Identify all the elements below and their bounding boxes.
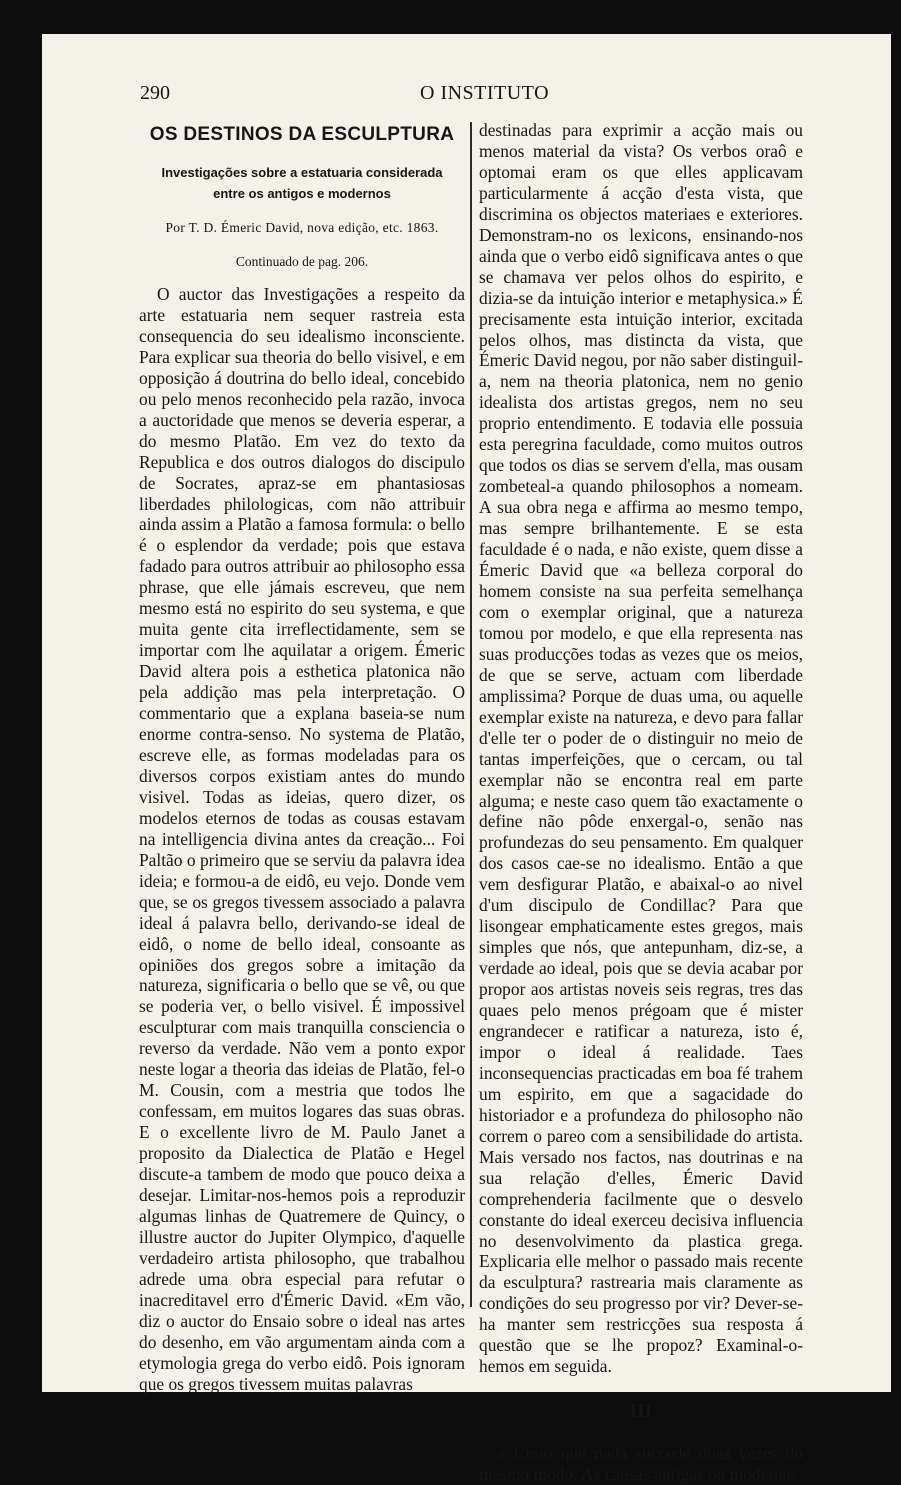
column-divider [470, 122, 472, 1307]
article-byline: Por T. D. Émeric David, nova edição, etc. 1863. [165, 220, 439, 235]
article-subtitle [139, 162, 465, 204]
running-header [42, 82, 891, 112]
journal-title: O INSTITUTO [420, 82, 550, 104]
section-number: III [629, 1401, 653, 1423]
left-column-paragraph: O auctor das Investigações a respeito da arte estatuaria nem sequer rastreia esta consequencia do seu idealismo inconsciente. Para explicar sua theoria do bello visivel, e em opposição á doutrina do bello ideal, concebido ou pelo menos reconhecido pela razão, invoca a auctoridade que menos se deveria esperar, a do mesmo Platão. Em vez do texto da Republica e dos outros dialogos do discipulo de Socrates, apraz-se em phantasiosas liberdades philologicas, com não attribuir ainda assim a Platão a famosa formula: o bello é o esplendor da verdade; pois que estava fadado para outros attribuir ao philosopho essa phrase, que elle jámais escreveu, que nem mesmo está no espirito do seu systema, e que muita gente cita irreflectidamente, sem se importar com lhe aquilatar a origem. Émeric David altera pois a esthetica platonica não pela addição mas pela interpretação. O commentario que a explana baseia-se num enorme contra-senso. No systema de Platão, escreve elle, as formas modeladas para os diversos corpos existiam antes do mundo visivel. Todas as ideias, quero dizer, os modelos eternos de todas as cousas estavam na intelligencia divina antes da creação... Foi Paltão o primeiro que se serviu da palavra idea ideia; e formou-a de eidô, eu vejo. Donde vem que, se os gregos tivessem associado a palavra ideal á palavra bello, derivando-se ideal de eidô, o nome de bello ideal, consoante as opiniões dos gregos sobre a imitação da natureza, significaria o bello que se vê, ou que se poderia ver, o bello visivel. É impossivel esculpturar com mais tranquilla consciencia o reverso da verdade. Não vem a ponto expor neste logar a theoria das ideias de Platão, fel-o M. Cousin, com a mestria que todos lhe confessam, em muitos logares das suas obras. E o excellente livro de M. Paulo Janet a proposito da Dialectica de Platão e Hegel discute-a tambem de modo que pouco deixa a desejar. Limitar-nos-hemos pois a reproduzir algumas linhas de Quatremere de Quincy, o illustre auctor do Jupiter Olympico, d'aquelle verdadeiro artista philosopho, que trabalhou adrede uma obra especial para refutar o inacreditavel erro d'Émeric David. «Em vão, diz o auctor do Ensaio sobre o ideal nas artes do desenho, em vão argumentam ainda com a etymologia grega do verbo eidô. Pois ignoram que os gregos tivessem muitas palavras [139, 284, 465, 1394]
subtitle-line-1: Investigações sobre a estatuaria considerada [161, 165, 443, 180]
article-title: OS DESTINOS DA ESCULPTURA [149, 124, 455, 145]
scanned-page [42, 34, 891, 1485]
right-column [479, 120, 803, 1485]
section-paragraph: « Creio que nada succede duas vezes do mesmo modo. As causas antigas ou modernas [479, 1443, 803, 1485]
subtitle-line-2: entre os antigos e modernos [213, 186, 391, 201]
right-column-paragraph: destinadas para exprimir a acção mais ou menos material da vista? Os verbos oraô e optomai eram os que elles applicavam particularmente á acção d'esta vista, que discrimina os objectos materiaes e exteriores. Demonstram-no os lexicons, ensinando-nos ainda que o verbo eidô significava antes o que se chamava ver pelos olhos do espirito, e dizia-se da intuição interior e metaphysica.» É precisamente esta intuição interior, excitada pelos olhos, mas distincta da vista, que Émeric David negou, por não saber distinguil-a, nem na theoria platonica, nem no genio idealista dos artistas gregos, nem no seu proprio entendimento. E todavia elle possuia esta peregrina faculdade, como muitos outros que todos os dias se servem d'ella, mas ousam zombeteal-a quando philosophos a nomeam. A sua obra nega e affirma ao mesmo tempo, mas sempre brilhantemente. E se esta faculdade é o nada, e não existe, quem disse a Émeric David que «a belleza corporal do homem consiste na sua perfeita semelhança com o exemplar original, que a natureza tomou por modelo, e que ella representa nas suas producções todas as vezes que os meios, de que se serve, actuam com liberdade amplissima? Porque de duas uma, ou aquelle exemplar existe na natureza, e devo para fallar d'elle ter o poder de o distinguir no meio de tantas imperfeições, que o cercam, ou tal exemplar não se encontra real em parte alguma; e neste caso quem tão exactamente o define não pôde enxergal-o, senão nas profundezas do seu pensamento. Em qualquer dos casos cae-se no idealismo. Então a que vem desfigurar Platão, e abaixal-o ao nivel d'um discipulo de Condillac? Para que lisongear emphaticamente estes gregos, mais simples que nós, que antepunham, diz-se, a verdade ao ideal, pois que se devia acabar por propor aos artistas noveis seis regras, tres das quaes pelo menos prégoam que é mister engrandecer e ratificar a natureza, isto é, impor o ideal á realidade. Taes inconsequencias practicadas em boa fé trahem um espirito, em que a sagacidade do historiador e a profundeza do philosopho não correm o pareo com a sensibilidade do artista. Mais versado nos factos, nas doutrinas e na sua relação d'elles, Émeric David comprehenderia facilmente que o desvelo constante do ideal exerceu decisiva influencia no desenvolvimento da plastica grega. Explicaria elle melhor o passado mais recente da esculptura? rastrearia mais claramente as condições do seu progresso por vir? Dever-se-ha manter sem restricções sua resposta á questão que se lhe propoz? Examinal-o-hemos em seguida. [479, 120, 803, 1377]
left-column [139, 120, 465, 1395]
page-number: 290 [140, 82, 170, 104]
continued-note: Continuado de pag. 206. [235, 254, 369, 269]
